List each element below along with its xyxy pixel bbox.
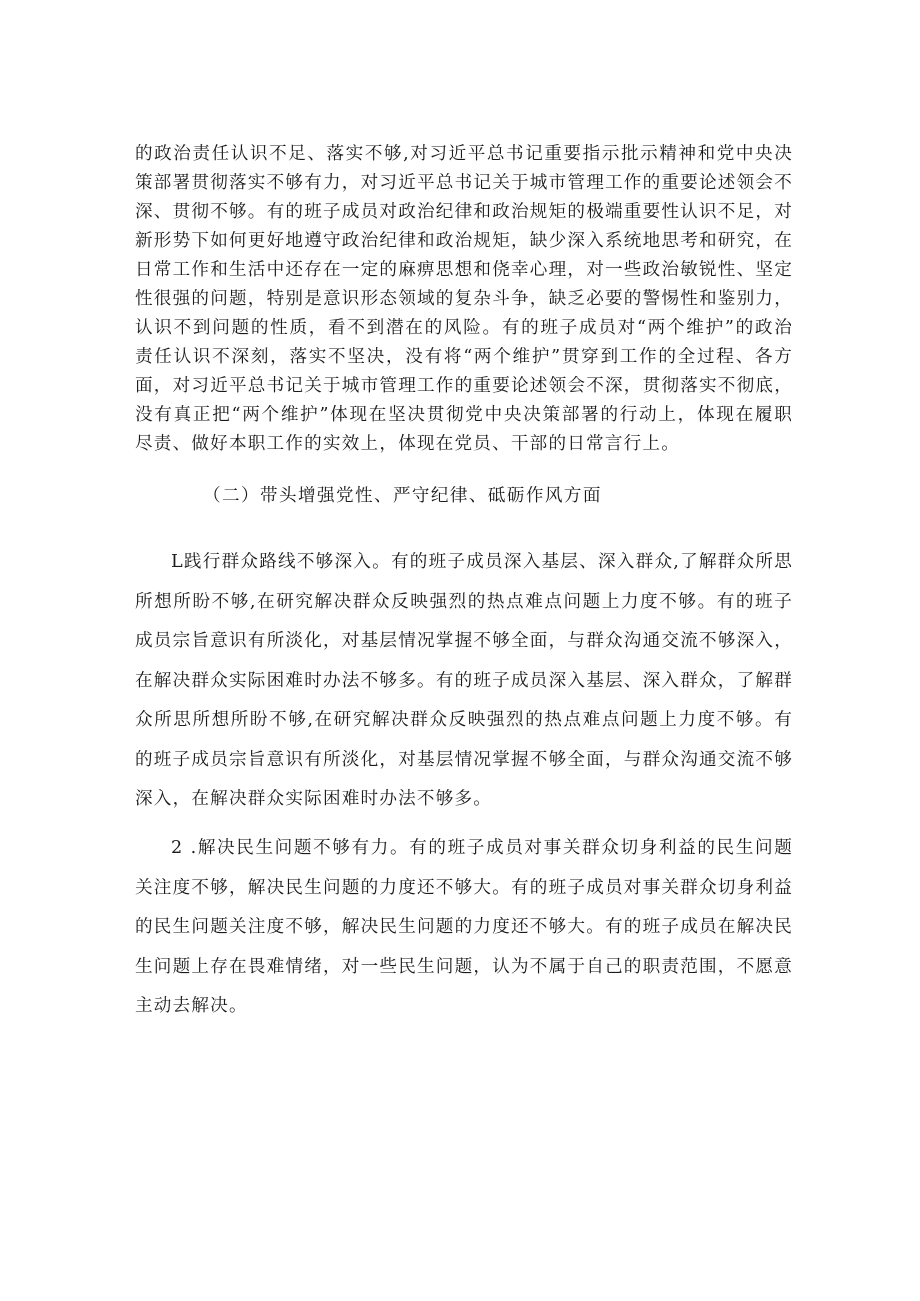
body-paragraph: 的政治责任认识不足、落实不够,对习近平总书记重要指示批示精神和党中央决策部署贯彻落实不够有力，对习近平总书记关于城市管理工作的重要论述领会不深、贯彻不够。有的班子成员对政治纪律和政治规矩的极端重要性认识不足，对新形势下如何更好地遵守政治纪律和政治规矩，缺少深入系统地思考和研究，在日常工作和生活中还存在一定的麻痹思想和侥幸心理，对一些政治敏锐性、坚定性很强的问题，特别是意识形态领域的复杂斗争，缺乏必要的警惕性和鉴别力，认识不到问题的性质，看不到潜在的风险。有的班子成员对“两个维护”的政治责任认识不深刻，落实不坚决，没有将“两个维护”贯穿到工作的全过程、各方面，对习近平总书记关于城市管理工作的重要论述领会不深，贯彻落实不彻底，没有真正把“两个维护”体现在坚决贯彻党中央决策部署的行动上，体现在履职尽责、做好本职工作的实效上，体现在党员、干部的日常言行上。 bbox=[135, 144, 793, 454]
body-paragraph: L践行群众路线不够深入。有的班子成员深入基层、深入群众,了解群众所思所想所盼不够,在研究解决群众反映强烈的热点难点问题上力度不够。有的班子成员宗旨意识有所淡化，对基层情况掌握不够全面，与群众沟通交流不够深入，在解决群众实际困难时办法不够多。有的班子成员深入基层、深入群众，了解群众所思所想所盼不够,在研究解决群众反映强烈的热点难点问题上力度不够。有的班子成员宗旨意识有所淡化，对基层情况掌握不够全面，与群众沟通交流不够深入，在解决群众实际困难时办法不够多。 bbox=[135, 552, 793, 809]
body-paragraph: 2 .解决民生问题不够有力。有的班子成员对事关群众切身利益的民生问题关注度不够，解决民生问题的力度还不够大。有的班子成员对事关群众切身利益的民生问题关注度不够，解决民生问题的力度还不够大。有的班子成员在解决民生问题上存在畏难情绪，对一些民生问题，认为不属于自己的职责范围，不愿意主动去解决。 bbox=[135, 838, 793, 1016]
section-heading: （二）带头增强党性、严守纪律、砥砺作风方面 bbox=[203, 486, 602, 506]
